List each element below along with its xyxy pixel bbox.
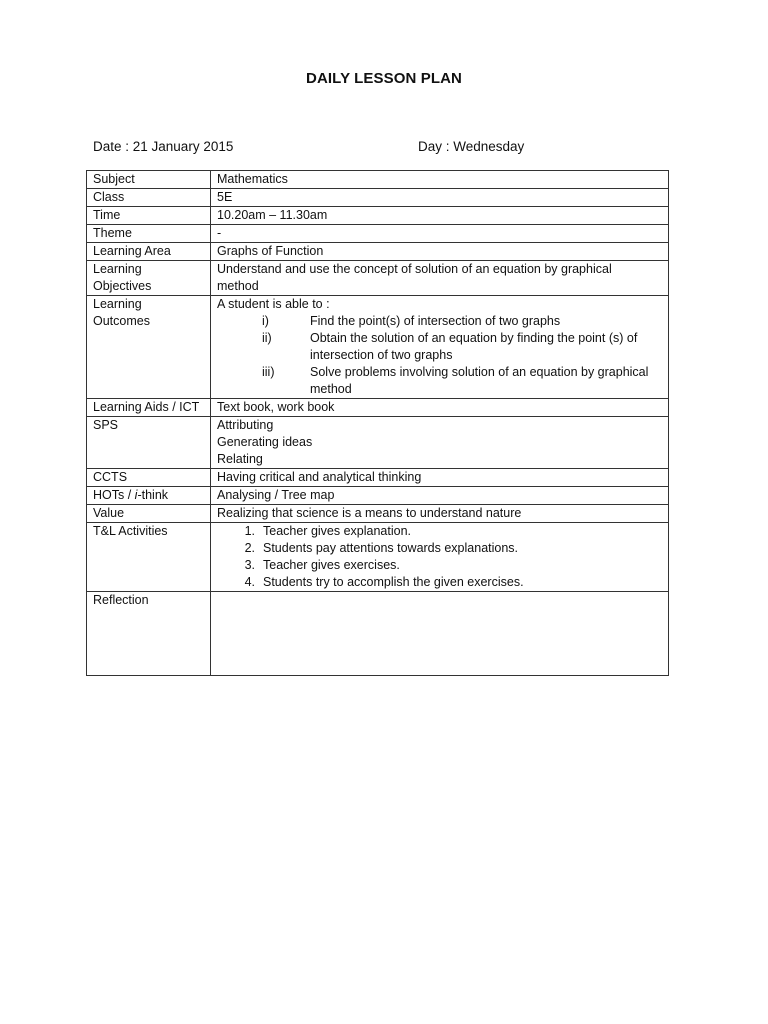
table-row-class <box>87 189 669 207</box>
table-row-subject <box>87 171 669 189</box>
table-row-tl-activities <box>87 523 669 592</box>
list-item-number: 4. <box>244 575 255 589</box>
list-item-text: Students try to accomplish the given exercises. <box>263 575 524 589</box>
row-label-hots <box>87 487 211 505</box>
row-value-reflection <box>211 592 669 676</box>
row-label-learning-outcomes <box>87 296 211 399</box>
label-line: Learning <box>93 262 142 276</box>
row-value-tl-activities <box>211 523 669 592</box>
table-row-hots <box>87 487 669 505</box>
list-item-text <box>310 330 662 364</box>
lesson-plan-table <box>86 170 669 676</box>
list-item-line: intersection of two graphs <box>310 348 453 362</box>
sps-item: Generating ideas <box>217 435 313 449</box>
table-row-reflection <box>87 592 669 676</box>
list-item-number: 2. <box>244 541 255 555</box>
row-label-tl-activities: T&L Activities <box>87 523 211 592</box>
row-value-learning-area: Graphs of Function <box>211 243 669 261</box>
sps-item: Attributing <box>217 418 274 432</box>
outcomes-intro: A student is able to : <box>217 297 330 311</box>
hots-label-suffix: -think <box>137 488 169 502</box>
list-item-number: i) <box>262 314 269 328</box>
row-label-time: Time <box>87 207 211 225</box>
table-row-learning-objectives <box>87 261 669 296</box>
label-line: Learning <box>93 297 142 311</box>
sps-item: Relating <box>217 452 263 466</box>
row-label-reflection: Reflection <box>87 592 211 676</box>
list-item-text <box>310 364 662 398</box>
row-value-ccts: Having critical and analytical thinking <box>211 469 669 487</box>
hots-label-prefix: HOTs / <box>93 488 135 502</box>
list-item-number: iii) <box>262 365 275 379</box>
list-item-line: Solve problems involving solution of an equation by graphical <box>310 365 649 379</box>
list-item-line: method <box>310 382 352 396</box>
lesson-day: Day : Wednesday <box>418 139 525 154</box>
table-row-ccts <box>87 469 669 487</box>
row-value-theme: - <box>211 225 669 243</box>
row-value-learning-objectives <box>211 261 669 296</box>
activities-list <box>217 523 662 591</box>
table-row-learning-area <box>87 243 669 261</box>
row-value-value: Realizing that science is a means to understand nature <box>211 505 669 523</box>
row-value-learning-aids: Text book, work book <box>211 399 669 417</box>
row-label-learning-objectives <box>87 261 211 296</box>
list-item-line: Obtain the solution of an equation by finding the point (s) of <box>310 331 638 345</box>
row-value-hots: Analysing / Tree map <box>211 487 669 505</box>
list-item <box>217 574 662 591</box>
row-label-value: Value <box>87 505 211 523</box>
label-line: Objectives <box>93 279 152 293</box>
list-item <box>217 313 662 330</box>
table-row-sps <box>87 417 669 469</box>
table-row-time <box>87 207 669 225</box>
list-item <box>217 330 662 364</box>
page-title: DAILY LESSON PLAN <box>306 70 462 87</box>
list-item-text: Teacher gives explanation. <box>263 524 412 538</box>
row-label-sps: SPS <box>87 417 211 469</box>
list-item <box>217 557 662 574</box>
list-item-line: Find the point(s) of intersection of two graphs <box>310 314 561 328</box>
list-item <box>217 364 662 398</box>
lesson-date: Date : 21 January 2015 <box>93 139 234 154</box>
value-line: method <box>217 279 259 293</box>
table-row-learning-aids <box>87 399 669 417</box>
table-row-theme <box>87 225 669 243</box>
list-item-number: 3. <box>244 558 255 572</box>
row-label-subject: Subject <box>87 171 211 189</box>
label-line: Outcomes <box>93 314 150 328</box>
list-item-number: ii) <box>262 331 272 345</box>
row-value-class: 5E <box>211 189 669 207</box>
list-item-text: Students pay attentions towards explanations. <box>263 541 519 555</box>
row-value-sps <box>211 417 669 469</box>
row-label-theme: Theme <box>87 225 211 243</box>
row-label-class: Class <box>87 189 211 207</box>
row-value-subject: Mathematics <box>211 171 669 189</box>
list-item-number: 1. <box>244 524 255 538</box>
hots-label-italic: i <box>134 488 138 502</box>
outcomes-list <box>217 313 662 398</box>
row-value-time: 10.20am – 11.30am <box>211 207 669 225</box>
row-value-learning-outcomes <box>211 296 669 399</box>
table-row-learning-outcomes <box>87 296 669 399</box>
row-label-learning-aids: Learning Aids / ICT <box>87 399 211 417</box>
row-label-ccts: CCTS <box>87 469 211 487</box>
list-item-text: Teacher gives exercises. <box>263 558 400 572</box>
value-line: Understand and use the concept of solution of an equation by graphical <box>217 262 612 276</box>
row-label-learning-area: Learning Area <box>87 243 211 261</box>
list-item <box>217 540 662 557</box>
list-item-text <box>310 313 662 330</box>
table-row-value <box>87 505 669 523</box>
list-item <box>217 523 662 540</box>
